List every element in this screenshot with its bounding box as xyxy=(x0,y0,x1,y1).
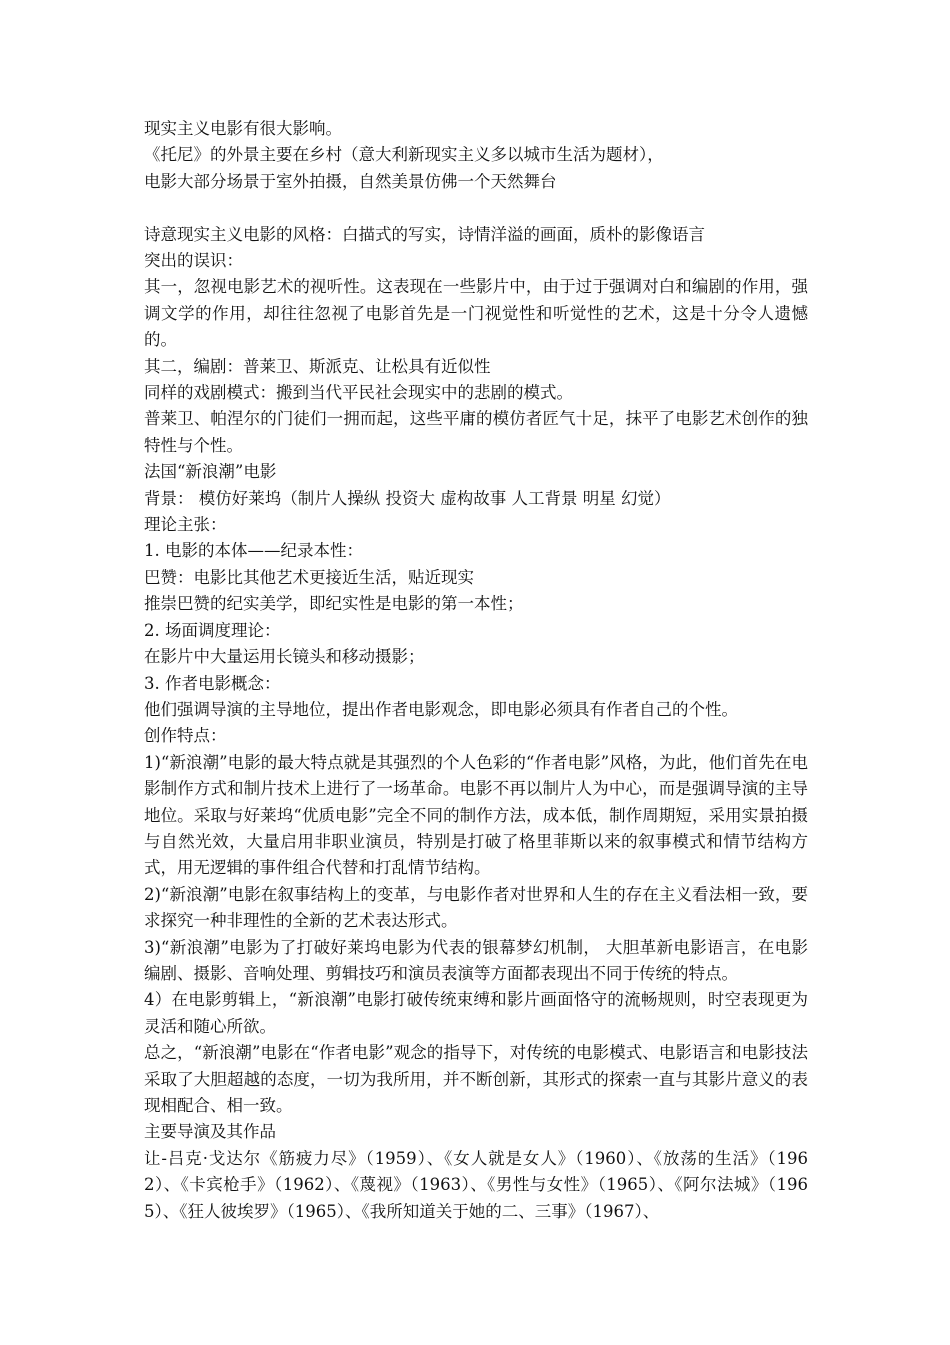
paragraph: 其一，忽视电影艺术的视听性。这表现在一些影片中，由于过于强调对白和编剧的作用，强调文学的作用，却往往忽视了电影首先是一门视觉性和听觉性的艺术，这是十分令人遗憾的。 xyxy=(144,277,808,350)
paragraph: 其二，编剧：普莱卫、斯派克、让松具有近似性 xyxy=(144,356,491,376)
paragraph: 他们强调导演的主导地位，提出作者电影观念，即电影必须具有作者自己的个性。 xyxy=(144,699,738,719)
section-heading: 法国“新浪潮”电影 xyxy=(144,462,277,482)
paragraph: 诗意现实主义电影的风格：白描式的写实，诗情洋溢的画面，质朴的影像语言 xyxy=(144,224,705,244)
paragraph: 总之，“新浪潮”电影在“作者电影”观念的指导下，对传统的电影模式、电影语言和电影技法采取了大胆超越的态度，一切为我所用，并不断创新，其形式的探索一直与其影片意义的表现相配合、相一致。 xyxy=(144,1043,808,1116)
list-item: 3. 作者电影概念： xyxy=(144,673,281,693)
list-item: 4）在电影剪辑上，“新浪潮”电影打破传统束缚和影片画面恪守的流畅规则，时空表现更为灵活和随心所欲。 xyxy=(144,990,808,1036)
paragraph: 电影大部分场景于室外拍摄，自然美景仿佛一个天然舞台 xyxy=(144,171,557,191)
list-item: 3)“新浪潮”电影为了打破好莱坞电影为代表的银幕梦幻机制， 大胆革新电影语言，在电影编剧、摄影、音响处理、剪辑技巧和演员表演等方面都表现出不同于传统的特点。 xyxy=(144,937,808,983)
paragraph: 现实主义电影有很大影响。 xyxy=(144,119,342,138)
list-item: 2. 场面调度理论： xyxy=(144,620,281,640)
paragraph: 突出的误识： xyxy=(144,251,243,271)
paragraph: 巴赞：电影比其他艺术更接近生活，贴近现实 xyxy=(144,567,474,587)
document-body xyxy=(144,116,808,1225)
list-item: 1. 电影的本体——纪录本性： xyxy=(144,541,363,561)
paragraph: 背景： 模仿好莱坞（制片人操纵 投资大 虚构故事 人工背景 明星 幻觉） xyxy=(144,488,671,508)
paragraph: 推崇巴赞的纪实美学，即纪实性是电影的第一本性； xyxy=(144,594,524,614)
blank-line xyxy=(144,195,808,221)
paragraph: 让-吕克·戈达尔《筋疲力尽》（1959）、《女人就是女人》（1960）、《放荡的生活》（1962）、《卡宾枪手》（1962）、《蔑视》（1963）、《男性与女性》（1965）、《阿尔法城》（1965）、《狂人彼埃罗》（1965）、《我所知道关于她的二、三事》（1967）、 xyxy=(144,1148,808,1221)
paragraph: 在影片中大量运用长镜头和移动摄影； xyxy=(144,647,425,667)
paragraph: 《托尼》的外景主要在乡村（意大利新现实主义多以城市生活为题材）， xyxy=(144,145,664,165)
paragraph: 创作特点： xyxy=(144,726,227,746)
paragraph: 理论主张： xyxy=(144,515,227,535)
section-heading: 主要导演及其作品 xyxy=(144,1122,276,1142)
list-item: 1)“新浪潮”电影的最大特点就是其强烈的个人色彩的“作者电影”风格，为此，他们首先在电影制作方式和制片技术上进行了一场革命。电影不再以制片人为中心，而是强调导演的主导地位。采取与好莱坞“优质电影”完全不同的制作方法，成本低，制作周期短，采用实景拍摄与自然光效，大量启用非职业演员，特别是打破了格里菲斯以来的叙事模式和情节结构方式，用无逻辑的事件组合代替和打乱情节结构。 xyxy=(144,752,808,878)
paragraph: 同样的戏剧模式：搬到当代平民社会现实中的悲剧的模式。 xyxy=(144,383,573,403)
paragraph: 普莱卫、帕涅尔的门徒们一拥而起，这些平庸的模仿者匠气十足，抹平了电影艺术创作的独特性与个性。 xyxy=(144,409,808,455)
list-item: 2)“新浪潮”电影在叙事结构上的变革，与电影作者对世界和人生的存在主义看法相一致，要求探究一种非理性的全新的艺术表达形式。 xyxy=(144,884,808,931)
